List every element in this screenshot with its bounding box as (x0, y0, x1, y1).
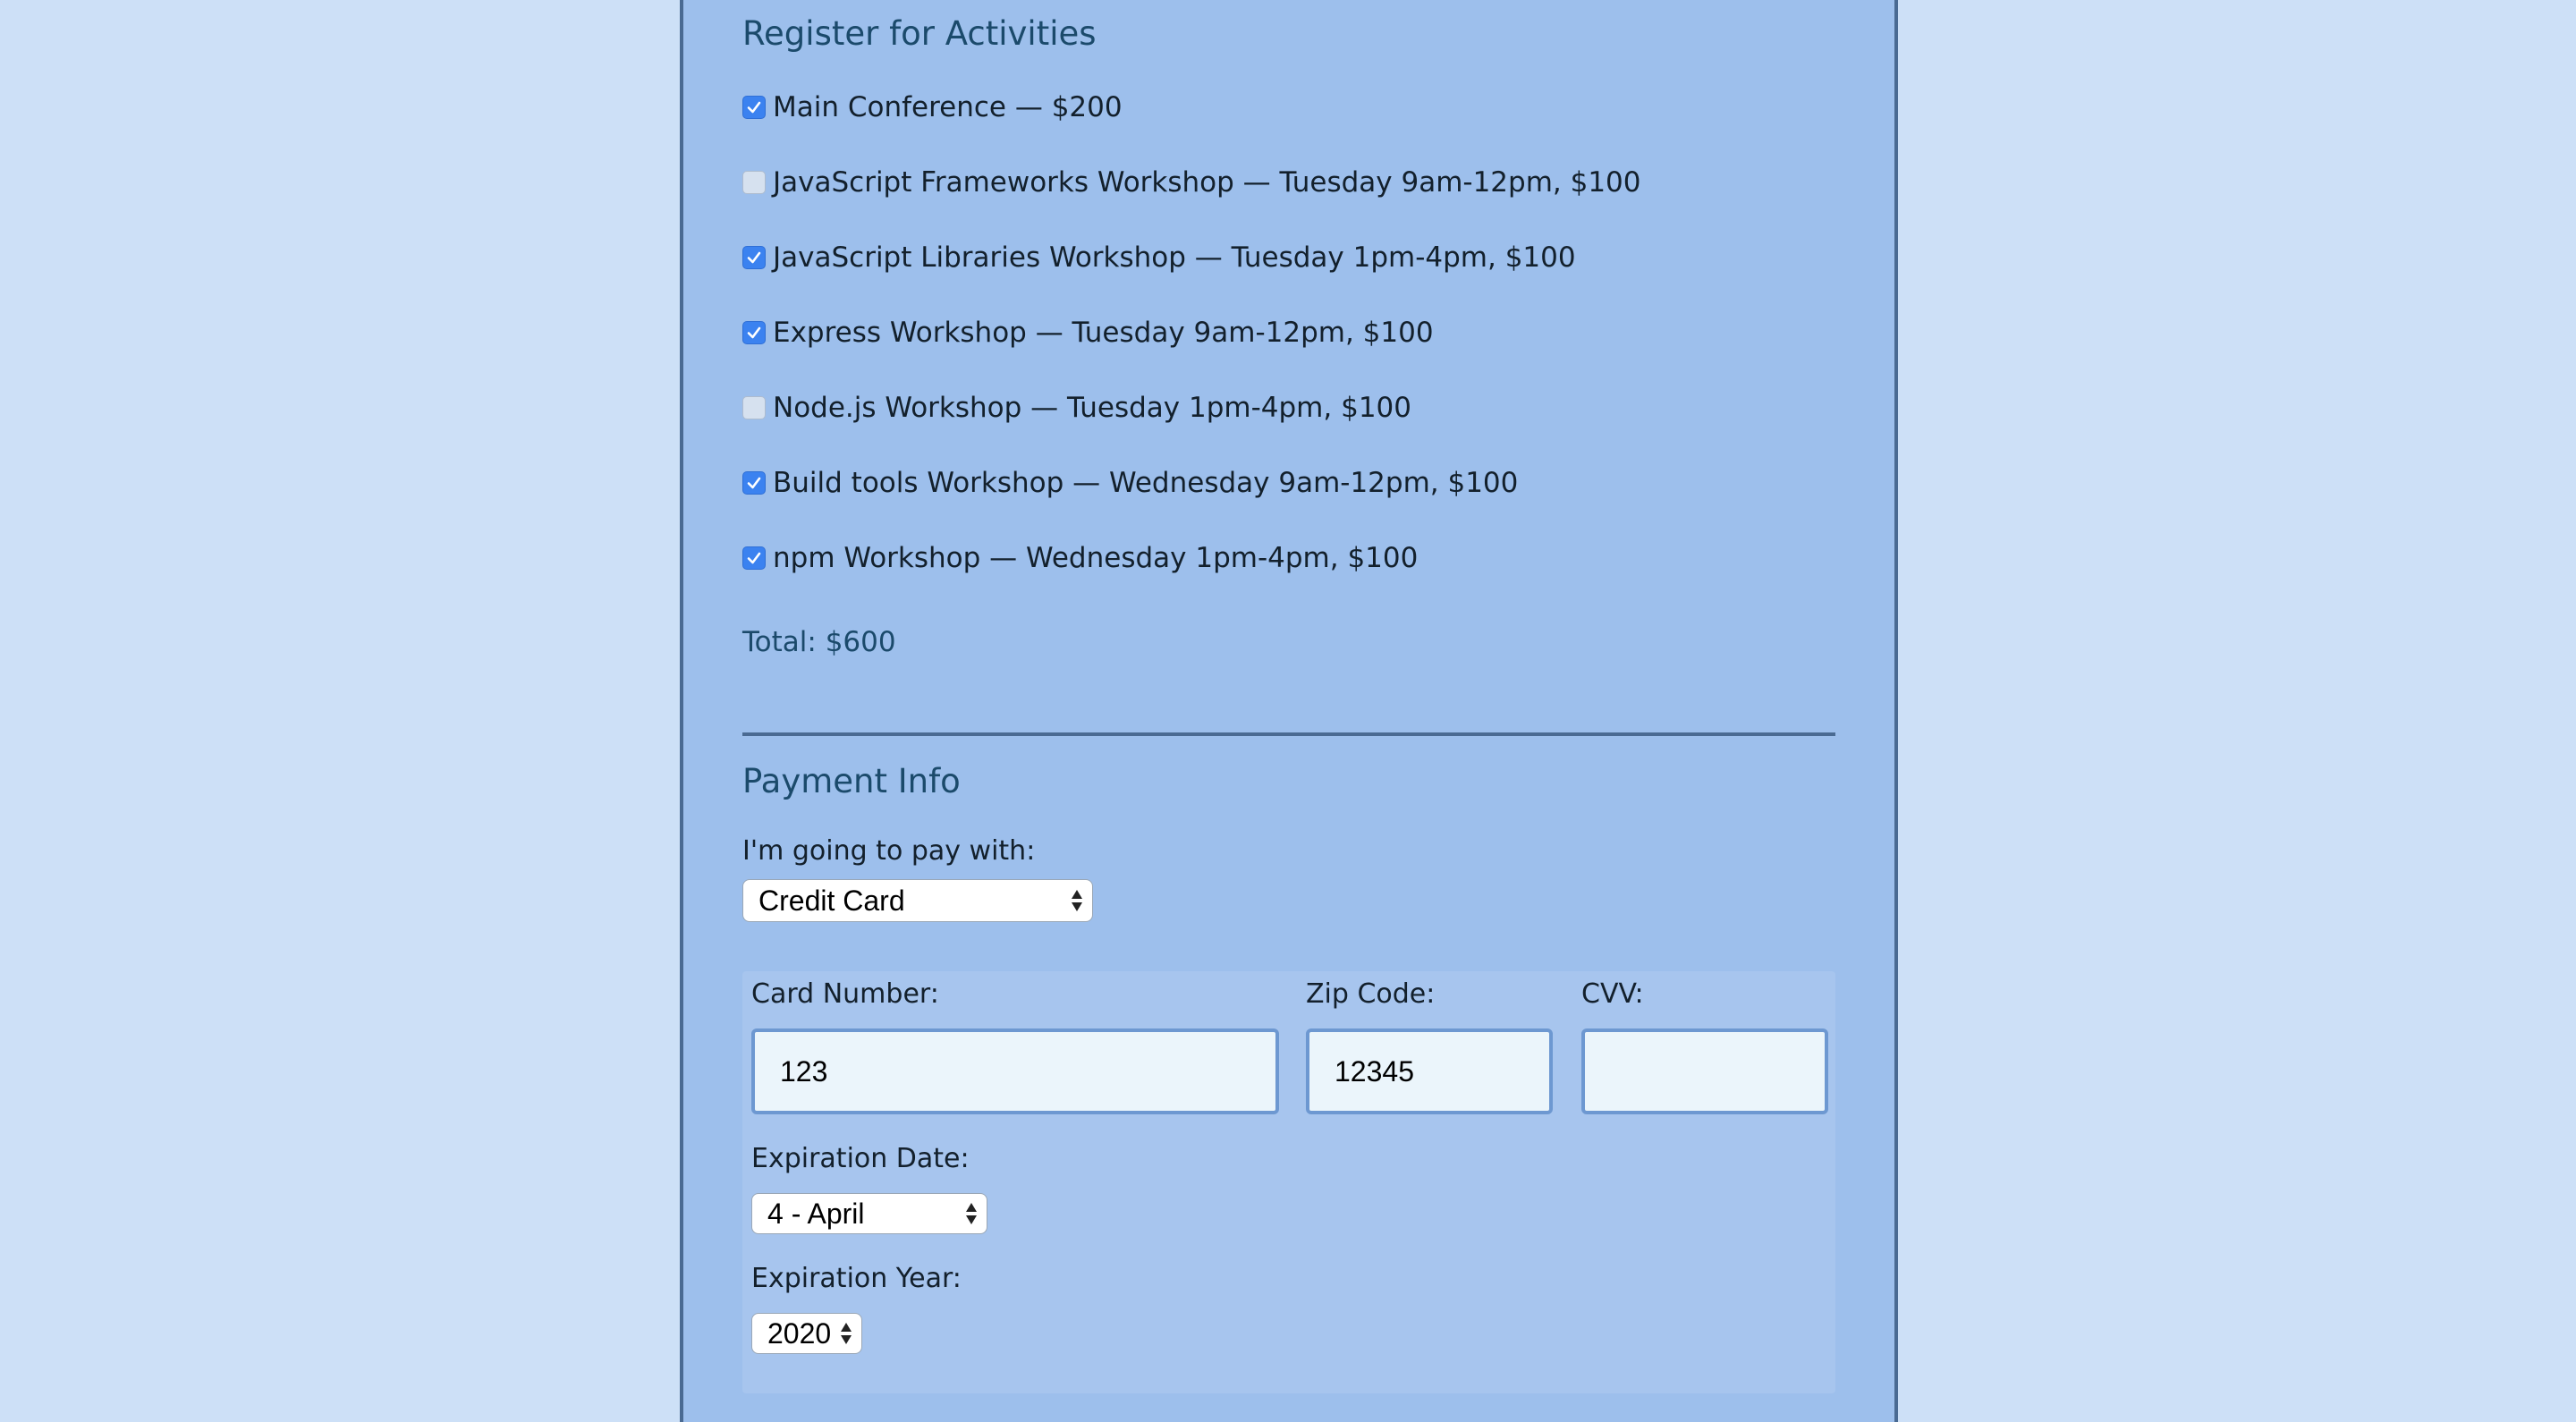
checkmark-icon (746, 99, 762, 115)
expiration-date-label: Expiration Date: (751, 1143, 970, 1174)
payment-method-value: Credit Card (758, 884, 905, 917)
expiration-month-select[interactable] (751, 1193, 987, 1234)
credit-card-panel (742, 971, 1835, 1393)
activities-total: Total: $600 (742, 626, 896, 658)
activity-item-express[interactable] (742, 315, 1434, 351)
expiration-year-label: Expiration Year: (751, 1263, 962, 1294)
cvv-input[interactable] (1581, 1028, 1828, 1114)
checkmark-icon (746, 325, 762, 341)
payment-method-label: I'm going to pay with: (742, 835, 1036, 867)
activity-item-js-frameworks[interactable] (742, 165, 1641, 200)
activity-item-main-conference[interactable] (742, 89, 1123, 125)
checkmark-icon (746, 250, 762, 266)
expiration-year-select[interactable] (751, 1313, 862, 1354)
activity-label: Node.js Workshop — Tuesday 1pm-4pm, $100 (773, 392, 1411, 424)
payment-heading: Payment Info (742, 762, 961, 800)
activity-label: Express Workshop — Tuesday 9am-12pm, $100 (773, 317, 1434, 349)
select-arrows-icon (1071, 888, 1083, 913)
activity-checkbox[interactable] (742, 321, 766, 344)
expiration-month-value: 4 - April (767, 1197, 865, 1230)
activity-label: Main Conference — $200 (773, 91, 1123, 123)
select-arrows-icon (965, 1201, 978, 1226)
activity-label: npm Workshop — Wednesday 1pm-4pm, $100 (773, 542, 1419, 574)
activity-checkbox[interactable] (742, 96, 766, 119)
card-number-label: Card Number: (751, 978, 939, 1010)
zip-code-label: Zip Code: (1306, 978, 1436, 1010)
activity-label: JavaScript Libraries Workshop — Tuesday 1pm-4pm, $100 (773, 241, 1576, 274)
activity-item-build-tools[interactable] (742, 465, 1518, 501)
activity-checkbox[interactable] (742, 471, 766, 495)
zip-code-input[interactable]: 12345 (1306, 1028, 1553, 1114)
activity-label: Build tools Workshop — Wednesday 9am-12pm, $100 (773, 467, 1519, 499)
activity-checkbox[interactable] (742, 246, 766, 269)
activity-item-nodejs[interactable] (742, 390, 1411, 426)
form-container (680, 0, 1898, 1422)
expiration-year-value: 2020 (767, 1316, 832, 1350)
activity-checkbox[interactable] (742, 546, 766, 570)
select-arrows-icon (840, 1321, 852, 1346)
cvv-label: CVV: (1581, 978, 1644, 1010)
activity-item-js-libraries[interactable] (742, 240, 1576, 275)
checkmark-icon (746, 475, 762, 491)
activity-label: JavaScript Frameworks Workshop — Tuesday 9am-12pm, $100 (773, 166, 1641, 199)
checkmark-icon (746, 550, 762, 566)
activity-item-npm[interactable] (742, 540, 1418, 576)
payment-method-select[interactable] (742, 879, 1093, 922)
activities-heading: Register for Activities (742, 14, 1097, 53)
section-divider (742, 732, 1835, 736)
activity-checkbox[interactable] (742, 396, 766, 419)
activity-checkbox[interactable] (742, 171, 766, 194)
card-number-input[interactable]: 123 (751, 1028, 1279, 1114)
